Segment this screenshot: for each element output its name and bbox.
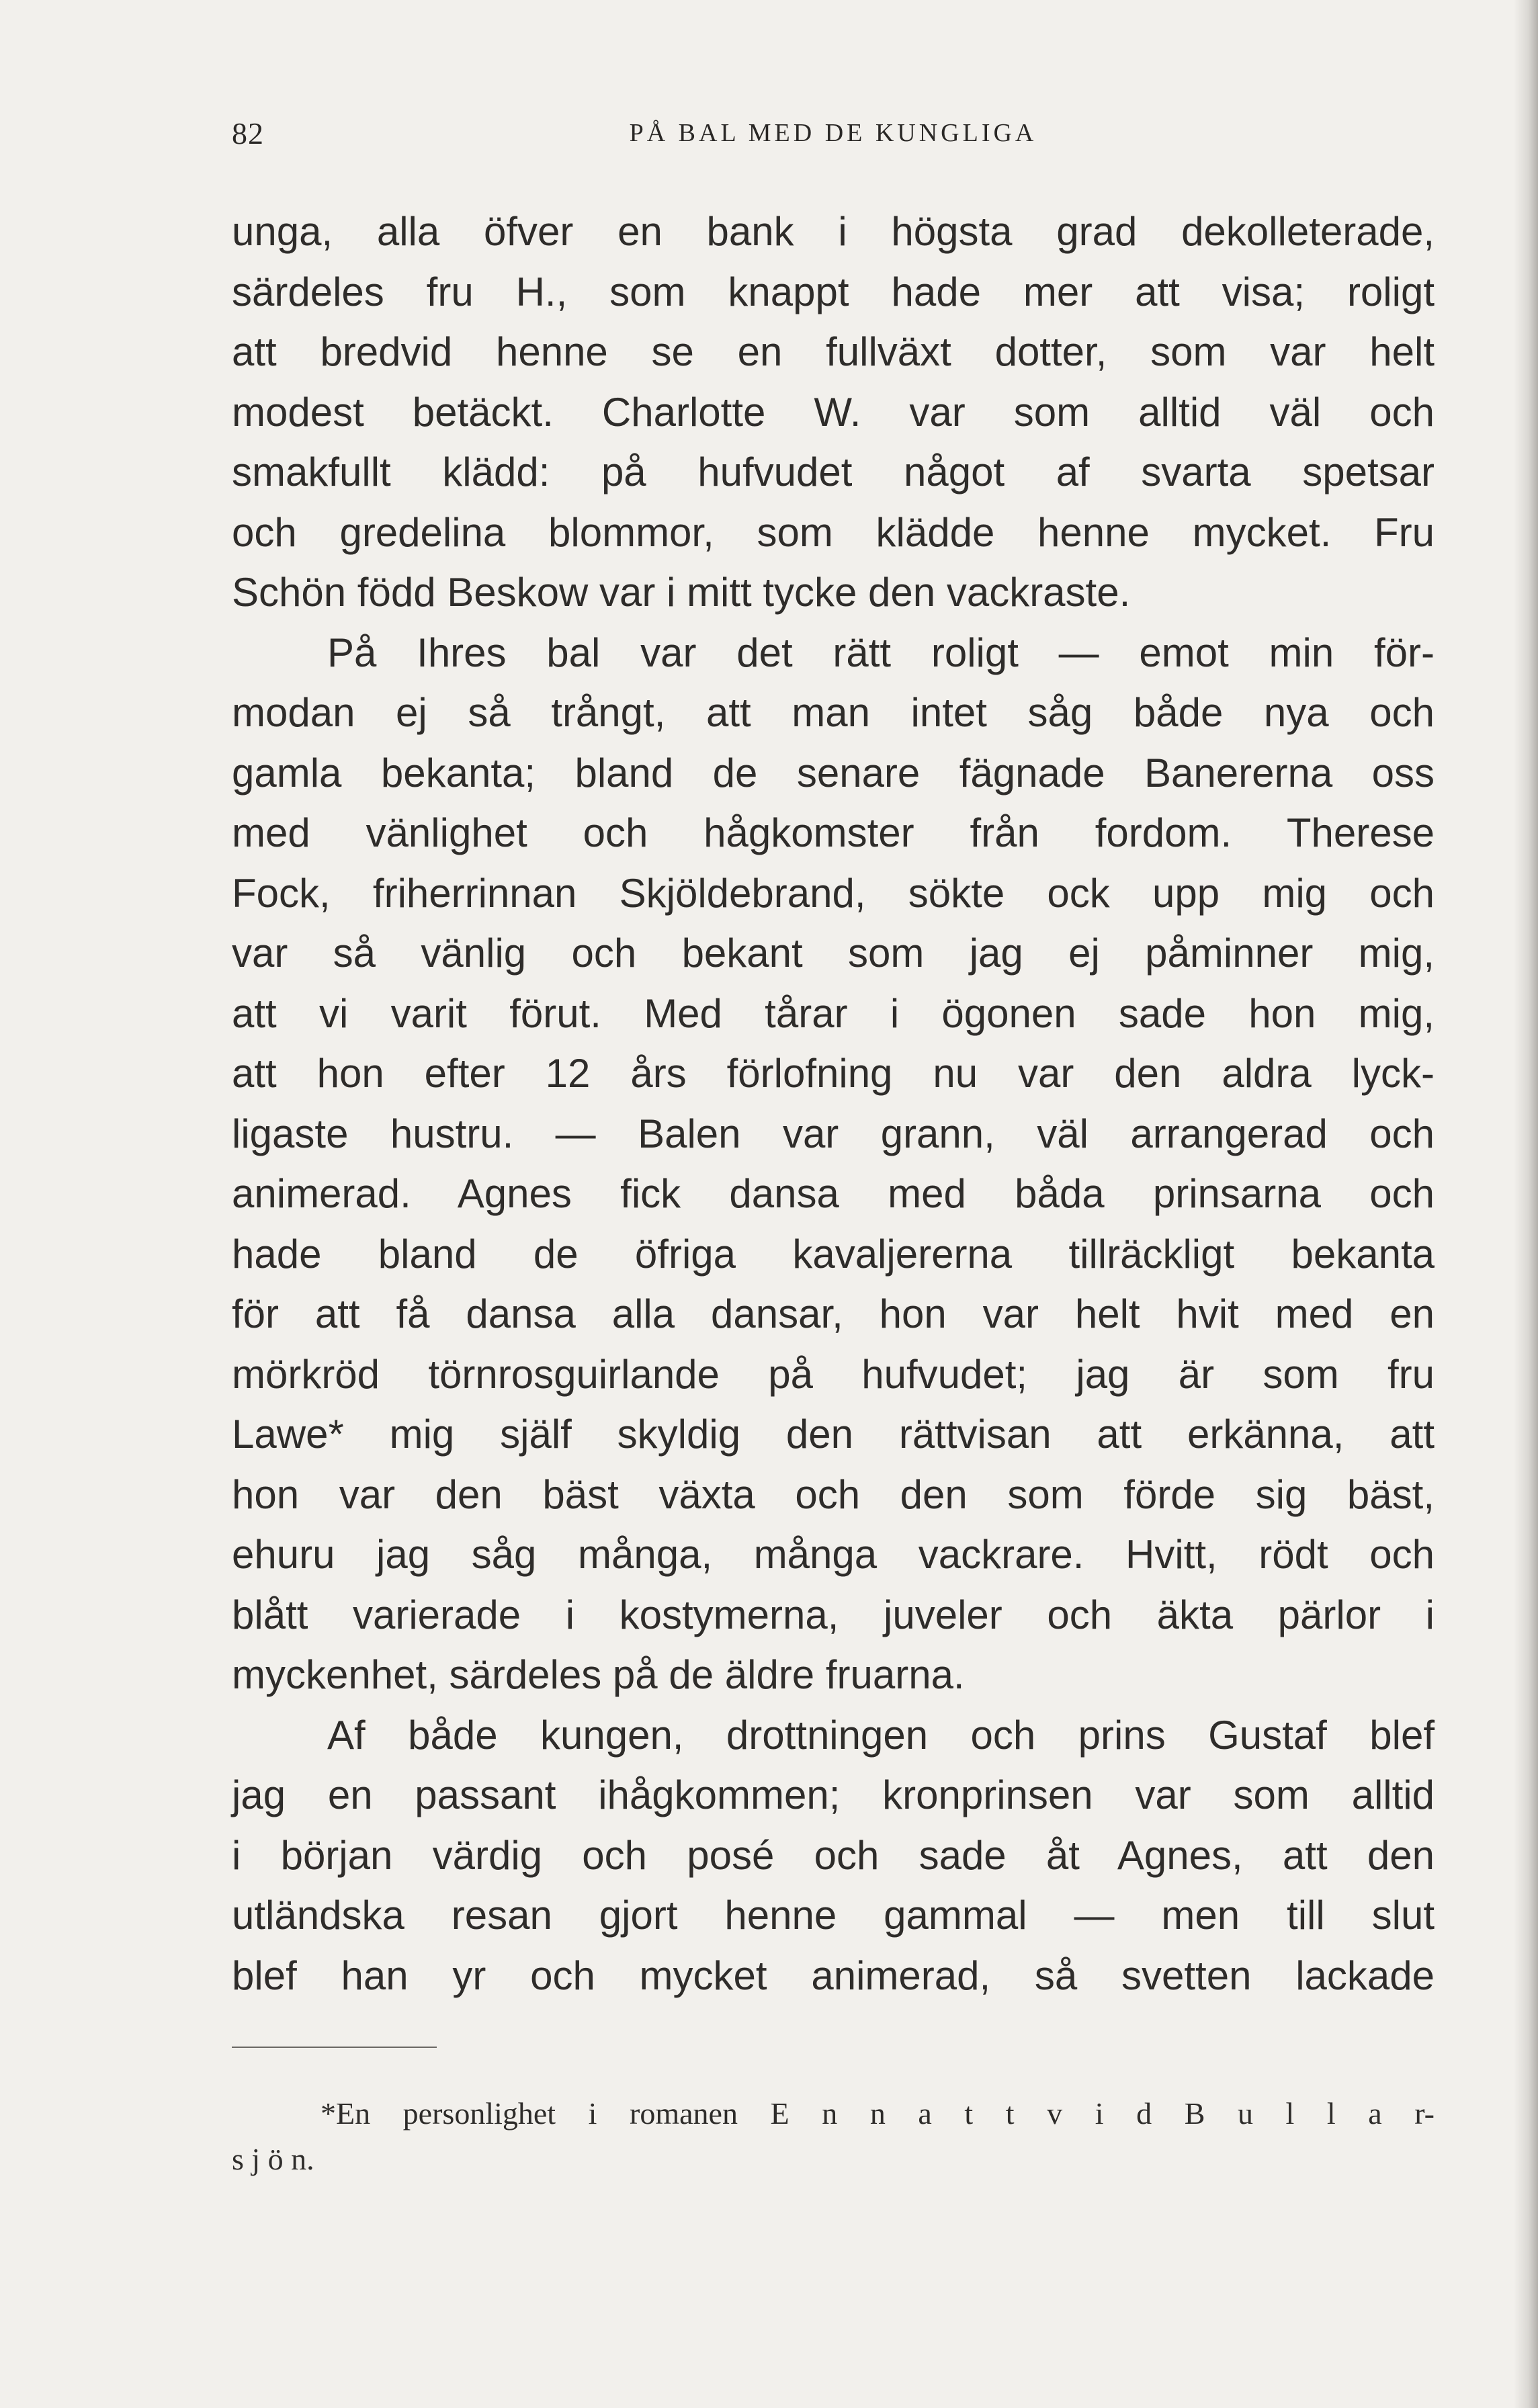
- text-line: ehuru jag såg många, många vackrare. Hvitt, rödt och: [232, 1532, 1435, 1577]
- text-line: var så vänlig och bekant som jag ej påminner mig,: [232, 931, 1435, 976]
- text-line: i början värdig och posé och sade åt Agnes, att den: [232, 1832, 1435, 1878]
- text-line: modan ej så trångt, att man intet såg både nya och: [232, 690, 1435, 735]
- text-line: jag en passant ihågkommen; kronprinsen var som alltid: [232, 1772, 1435, 1817]
- page-header: [232, 116, 1435, 156]
- text-line: att vi varit förut. Med tårar i ögonen sade hon mig,: [232, 990, 1435, 1036]
- text-line: utländska resan gjort henne gammal — men till slut: [232, 1893, 1435, 1938]
- footnote: [232, 2091, 1435, 2182]
- text-line: med vänlighet och hågkomster från fordom. Therese: [232, 810, 1435, 855]
- text-line: och gredelina blommor, som klädde henne mycket. Fru: [232, 509, 1435, 555]
- footnote-divider: [232, 2047, 437, 2048]
- text-line: hon var den bäst växta och den som förde sig bäst,: [232, 1471, 1435, 1517]
- text-line: särdeles fru H., som knappt hade mer att visa; roligt: [232, 269, 1435, 314]
- text-line: för att få dansa alla dansar, hon var helt hvit med en: [232, 1291, 1435, 1336]
- text-line: smakfullt klädd: på hufvudet något af svarta spetsar: [232, 449, 1435, 494]
- text-line: ligaste hustru. — Balen var grann, väl arrangerad och: [232, 1111, 1435, 1156]
- text-line: blef han yr och mycket animerad, så svetten lackade: [232, 1952, 1435, 1998]
- running-title: PÅ BAL MED DE KUNGLIGA: [629, 119, 1037, 147]
- text-line: Fock, friherrinnan Skjöldebrand, sökte ock upp mig och: [232, 870, 1435, 916]
- text-line: unga, alla öfver en bank i högsta grad dekolleterade,: [232, 209, 1435, 254]
- text-line: Lawe* mig själf skyldig den rättvisan att erkänna, att: [232, 1412, 1435, 1457]
- text-line: Schön född Beskow var i mitt tycke den vackraste.: [232, 570, 1131, 615]
- text-line: mörkröd törnrosguirlande på hufvudet; jag är som fru: [232, 1351, 1435, 1397]
- text-line: att bredvid henne se en fullväxt dotter, som var helt: [232, 329, 1435, 374]
- footnote-line: *En personlighet i romanen E n n a t t v i d B u l l a r-: [321, 2096, 1435, 2131]
- footnote-line: s j ö n.: [232, 2142, 314, 2176]
- text-line: gamla bekanta; bland de senare fägnade Banererna oss: [232, 750, 1435, 796]
- text-line: Af både kungen, drottningen och prins Gustaf blef: [327, 1712, 1435, 1758]
- page-edge-shadow: [1514, 0, 1538, 2408]
- body-text: [232, 202, 1435, 2006]
- page-number: 82: [232, 116, 264, 150]
- text-line: På Ihres bal var det rätt roligt — emot min för-: [327, 630, 1435, 675]
- text-line: hade bland de öfriga kavaljererna tillräckligt bekanta: [232, 1231, 1435, 1277]
- text-line: animerad. Agnes fick dansa med båda prinsarna och: [232, 1171, 1435, 1216]
- text-line: att hon efter 12 års förlofning nu var den aldra lyck-: [232, 1051, 1435, 1096]
- text-line: modest betäckt. Charlotte W. var som alltid väl och: [232, 389, 1435, 435]
- text-line: blått varierade i kostymerna, juveler och äkta pärlor i: [232, 1592, 1435, 1637]
- text-line: myckenhet, särdeles på de äldre fruarna.: [232, 1652, 965, 1697]
